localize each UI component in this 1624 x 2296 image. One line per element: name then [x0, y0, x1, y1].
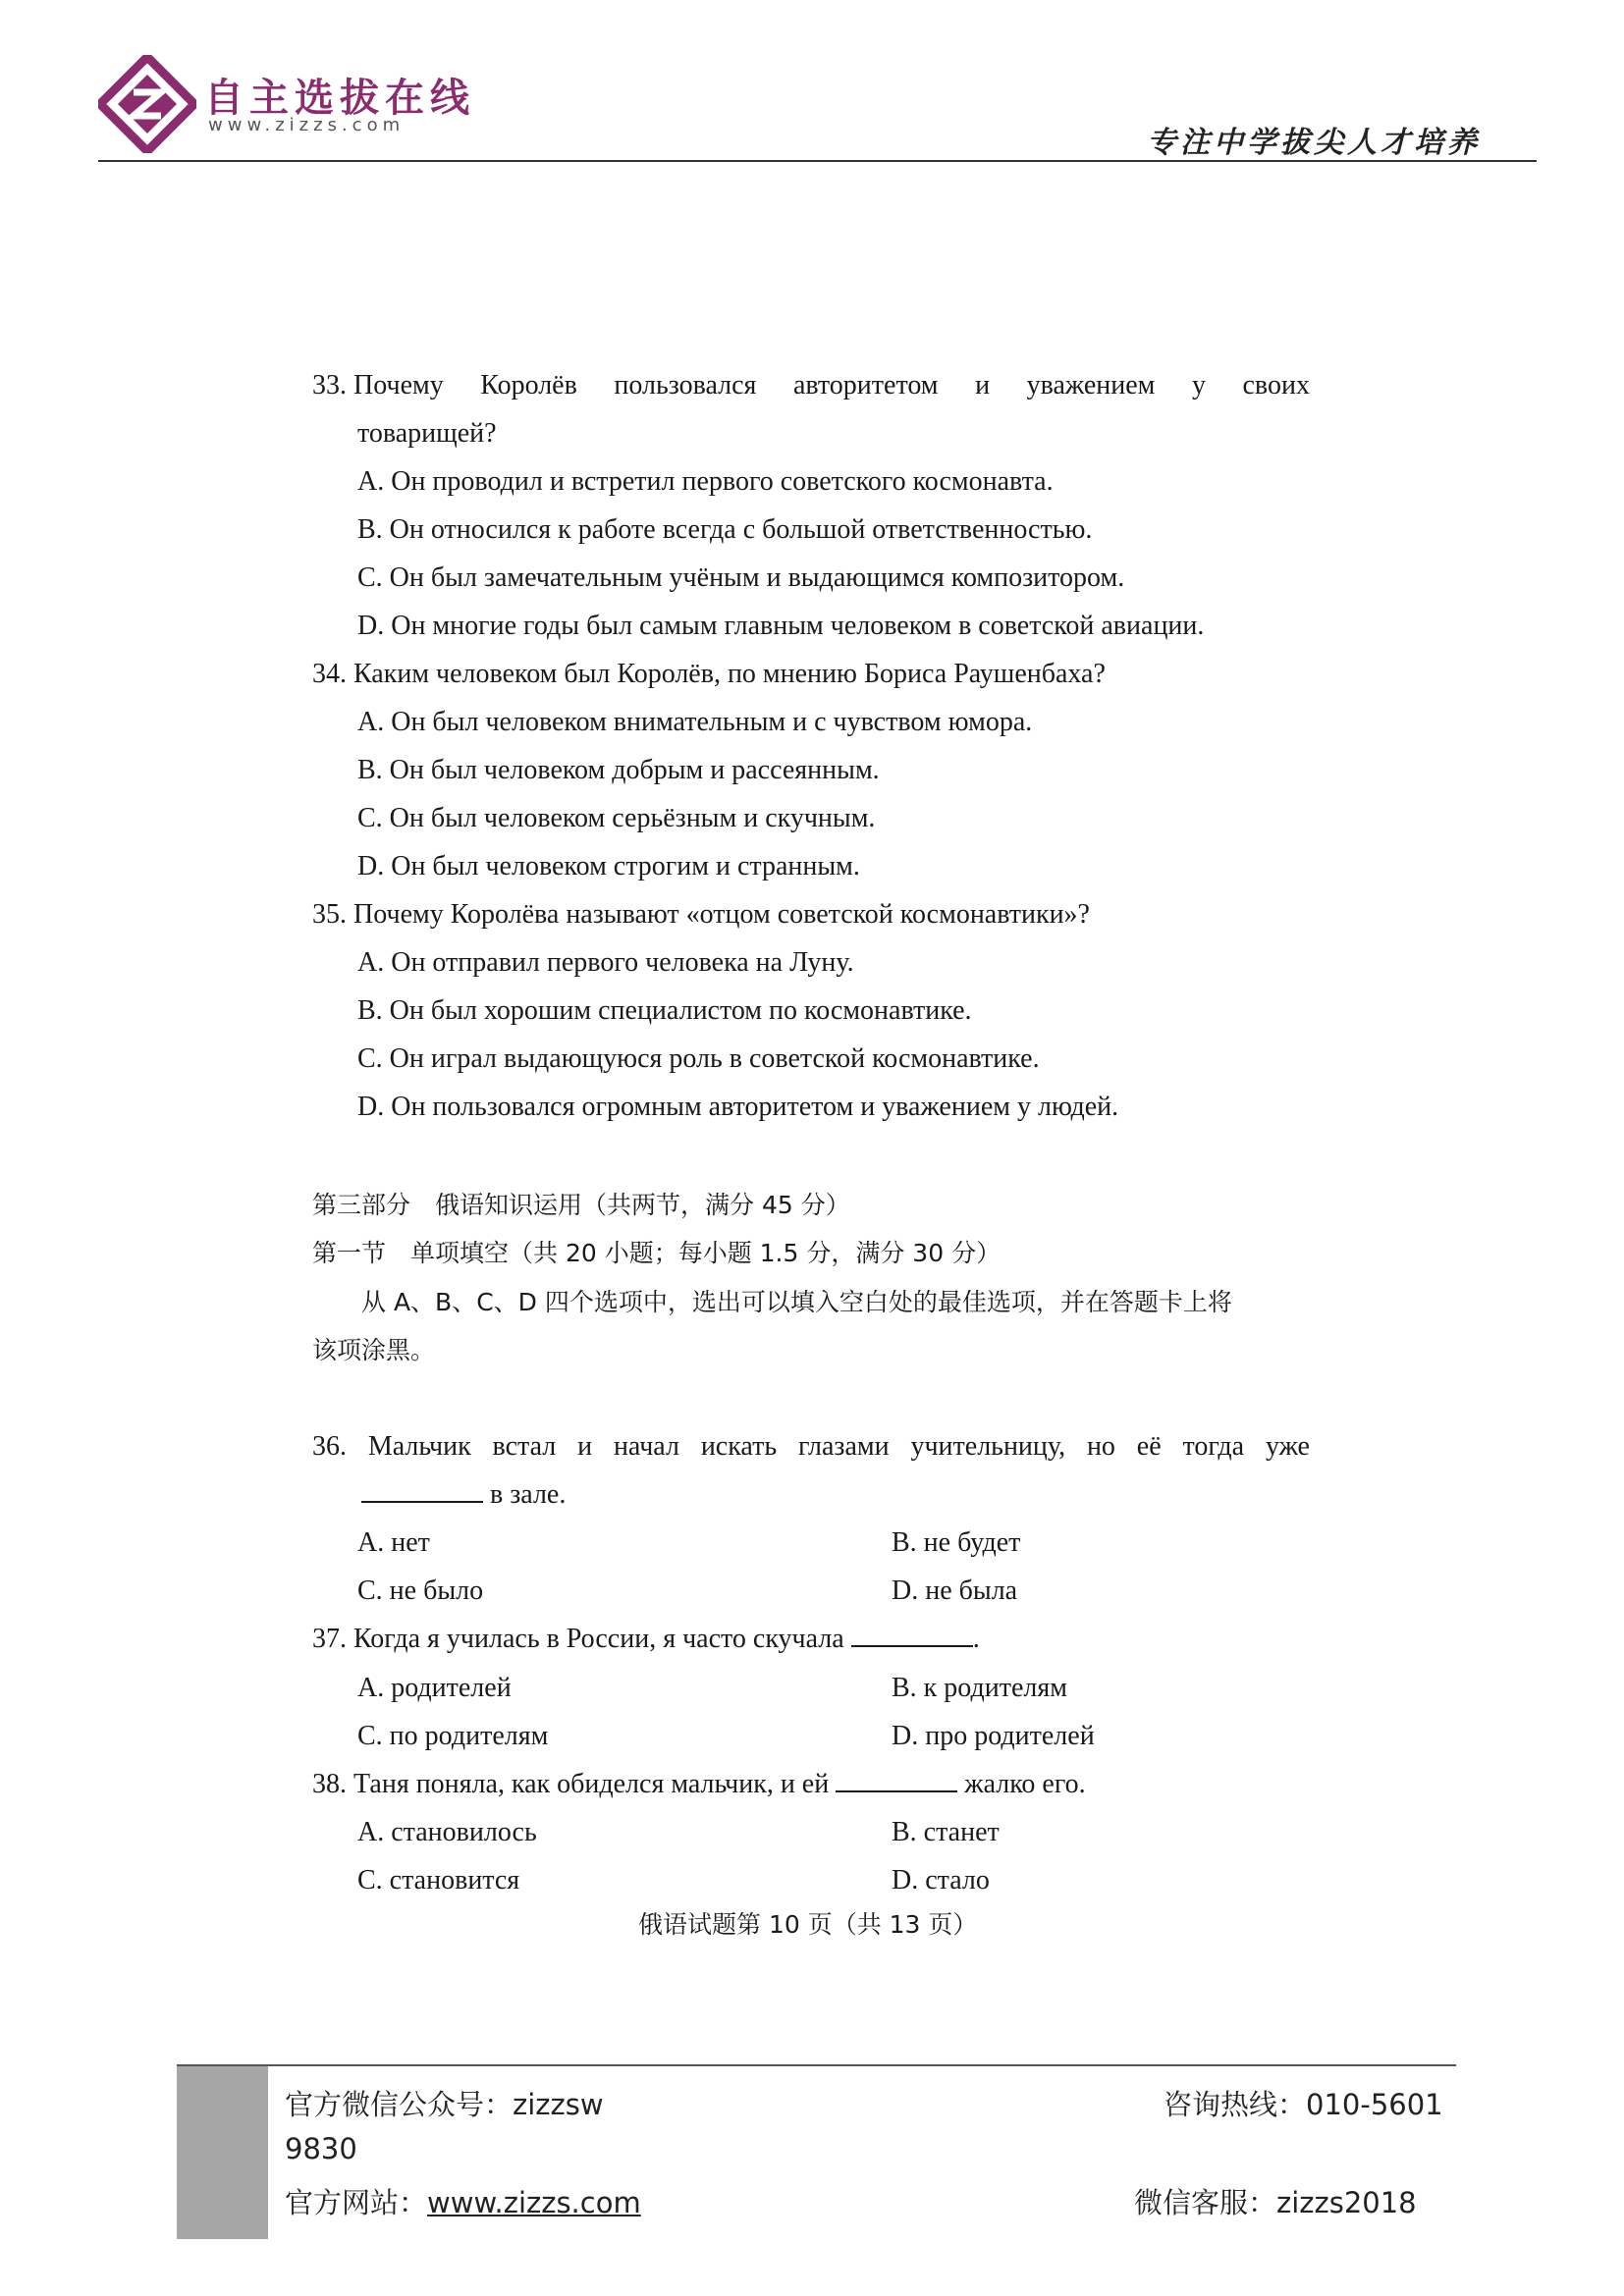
q37-option-a: A. родителей: [357, 1673, 512, 1703]
word: пользовался: [614, 370, 757, 400]
instruction-line1: 从 A、B、C、D 四个选项中，选出可以填入空白处的最佳选项，并在答题卡上将: [361, 1288, 1232, 1316]
q38-option-d: D. стало: [892, 1865, 990, 1896]
q34-option-c: C. Он был человеком серьёзным и скучным.: [357, 803, 876, 833]
word: у: [1191, 370, 1206, 400]
word: Мальчик: [367, 1431, 471, 1462]
q35-option-a: A. Он отправил первого человека на Луну.: [357, 947, 854, 978]
logo-title: 自主选拔在线: [204, 76, 475, 121]
q38-stem-before: 38. Таня поняла, как обиделся мальчик, и ей: [312, 1769, 837, 1799]
word: 36.: [312, 1431, 347, 1462]
word: встал: [492, 1431, 557, 1462]
q38-stem-after: жалко его.: [957, 1769, 1086, 1799]
instruction-line2: 该项涂黑。: [312, 1336, 436, 1364]
q36-stem-line1: [312, 1429, 1310, 1465]
footer-hotline: 咨询热线：010-5601: [1164, 2088, 1443, 2121]
footer-website: [285, 2181, 641, 2221]
word: глазами: [797, 1431, 890, 1462]
q37-stem: [312, 1622, 980, 1657]
answer-blank: [361, 1477, 483, 1503]
q36-stem-line2: [361, 1477, 566, 1513]
q37-option-d: D. про родителей: [892, 1721, 1095, 1751]
q34-option-b: B. Он был человеком добрым и рассеянным.: [357, 755, 880, 785]
q38-stem: [312, 1767, 1086, 1802]
q37-stem-before: 37. Когда я училась в России, я часто скучала: [312, 1624, 851, 1654]
q34-stem: 34. Каким человеком был Королёв, по мнению Бориса Раушенбаха?: [312, 659, 1106, 689]
word: искать: [700, 1431, 778, 1462]
q37-stem-after: .: [972, 1624, 980, 1654]
word: уже: [1265, 1431, 1310, 1462]
section-heading-part3: 第三部分 俄语知识运用（共两节，满分 45 分）: [312, 1191, 850, 1219]
footer-divider: [177, 2064, 1456, 2066]
footer-hotline-cont: 9830: [285, 2132, 357, 2165]
footer-wechat-service: 微信客服：zizzs2018: [1134, 2186, 1417, 2219]
q33-option-c: C. Он был замечательным учёным и выдающимся композитором.: [357, 562, 1125, 593]
answer-blank: [836, 1767, 957, 1792]
word: учительницу,: [910, 1431, 1066, 1462]
q36-option-a: A. нет: [357, 1527, 430, 1558]
q36-option-b: B. не будет: [892, 1527, 1021, 1558]
word: своих: [1242, 370, 1310, 400]
q33-option-a: A. Он проводил и встретил первого советского космонавта.: [357, 466, 1054, 497]
q37-option-b: B. к родителям: [892, 1673, 1067, 1703]
q36-option-d: D. не была: [892, 1575, 1018, 1606]
section-heading-sec1: 第一节 单项填空（共 20 小题；每小题 1.5 分，满分 30 分）: [312, 1239, 1001, 1267]
word: авторитетом: [792, 370, 939, 400]
q37-option-c: C. по родителям: [357, 1721, 549, 1751]
q34-option-a: A. Он был человеком внимательным и с чувством юмора.: [357, 707, 1033, 737]
page-number: 俄语试题第 10 页（共 13 页）: [638, 1910, 978, 1939]
q33-option-b: B. Он относился к работе всегда с большой ответственностью.: [357, 514, 1093, 545]
header-slogan: 专注中学拔尖人才培养: [1147, 126, 1481, 160]
q36-option-c: C. не было: [357, 1575, 484, 1606]
q33-stem-line2: товарищей?: [357, 418, 497, 449]
q36-stem-rest: в зале.: [483, 1479, 567, 1510]
word: начал: [613, 1431, 679, 1462]
word: тогда: [1182, 1431, 1245, 1462]
q34-option-d: D. Он был человеком строгим и странным.: [357, 851, 860, 881]
header-divider: [98, 160, 1537, 162]
footer-website-label: 官方网站：: [285, 2186, 428, 2219]
q38-option-c: C. становится: [357, 1865, 520, 1896]
word: Королёв: [480, 370, 577, 400]
word: уважением: [1026, 370, 1156, 400]
footer-wechat-account: 官方微信公众号：zizzsw: [285, 2088, 604, 2121]
word: и: [577, 1431, 593, 1462]
q38-option-a: A. становилось: [357, 1817, 537, 1847]
logo-url: www.zizzs.com: [208, 115, 406, 135]
q33-option-d: D. Он многие годы был самым главным человеком в советской авиации.: [357, 611, 1205, 641]
q33-stem-line1: [312, 368, 1310, 403]
q35-option-c: C. Он играл выдающуюся роль в советской космонавтике.: [357, 1043, 1040, 1074]
logo-icon: [98, 55, 196, 153]
website-link[interactable]: www.zizzs.com: [427, 2186, 641, 2219]
answer-blank: [851, 1622, 973, 1647]
q38-option-b: B. станет: [892, 1817, 1000, 1847]
word: и: [975, 370, 991, 400]
word: но: [1086, 1431, 1115, 1462]
word: 33. Почему: [312, 370, 444, 400]
q35-stem: 35. Почему Королёва называют «отцом советской космонавтики»?: [312, 899, 1090, 930]
q35-option-b: B. Он был хорошим специалистом по космонавтике.: [357, 995, 972, 1026]
q35-option-d: D. Он пользовался огромным авторитетом и уважением у людей.: [357, 1092, 1119, 1122]
footer-accent-bar: [177, 2066, 268, 2239]
word: её: [1136, 1431, 1162, 1462]
